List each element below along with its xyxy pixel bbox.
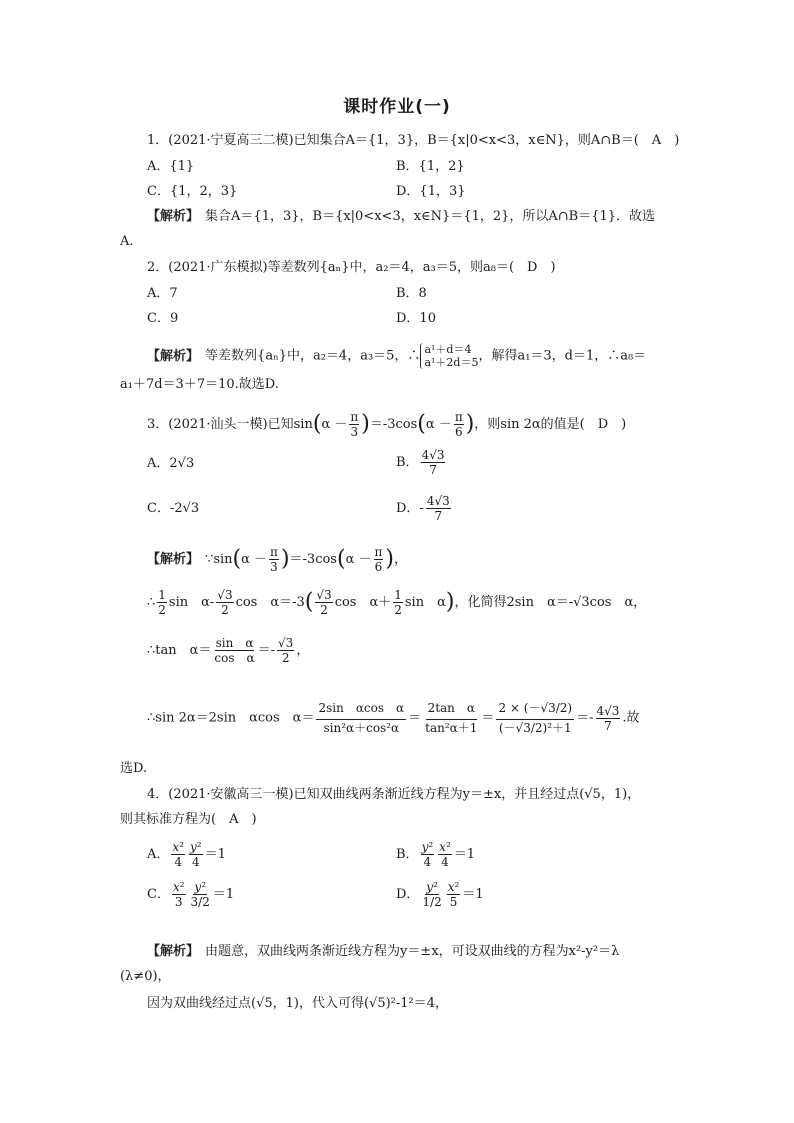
q4-option-b: B． $\frac{\text{y²}}{4}$ $\frac{\text{x²}}{4}$ ＝1 bbox=[396, 840, 476, 869]
q1-option-b: B．{1，2} bbox=[396, 159, 465, 174]
eq-one: ＝1 bbox=[462, 887, 484, 902]
q1-analysis-text: 集合A＝{1，3}，B＝{x|0<x<3，x∈N}＝{1，2}，所以A∩B＝{1}．故选 bbox=[205, 209, 656, 224]
q3-option-a: A．2√3 bbox=[147, 456, 195, 471]
q1-option-c: C．{1，2，3} bbox=[147, 184, 238, 199]
q4-option-c-label: C． bbox=[147, 887, 170, 902]
q3-option-c: C．-2√3 bbox=[147, 501, 200, 516]
system-eq2: a¹＋2d＝5 bbox=[424, 356, 479, 369]
analysis-label: 【 解析 】 bbox=[147, 349, 199, 364]
q3-stem: 3．(2021·汕头一模)已知sin(α － $\frac{\pi}{3}$ )＝-3cos(α － $\frac{\pi}{6}$ )，则sin 2α的值是( D ) bbox=[147, 410, 627, 439]
q3-option-b-label: B． bbox=[396, 455, 419, 470]
q3-option-d-label: D．- bbox=[396, 501, 424, 516]
q3-line4-post: .故 bbox=[622, 710, 640, 726]
q1-stem: 1．(2021·宁夏高三二模)已知集合A＝{1，3}，B＝{x|0<x<3，x∈N}，则A∩B＝( A ) bbox=[147, 133, 680, 148]
eq-one: ＝1 bbox=[204, 847, 226, 862]
q4-stem: 4．(2021·安徽高三一模)已知双曲线两条渐近线方程为y＝±x，并且经过点(√5，1)， bbox=[147, 787, 641, 802]
q4-analysis-text: 由题意，双曲线两条渐近线方程为y＝±x，可设双曲线的方程为x²-y²＝λ bbox=[205, 944, 620, 959]
q4-option-d-label: D． bbox=[396, 887, 420, 902]
q4-option-c: C． $\frac{\text{x²}}{3}$ $\frac{\text{y²}}{3/2}$ ＝1 bbox=[147, 880, 235, 909]
q3-stem-mid: ＝-3cos bbox=[369, 417, 418, 432]
analysis-label: 【 解析 】 bbox=[147, 944, 199, 959]
q2-analysis-post: ，解得a₁＝3，d＝1，∴a₈＝ bbox=[478, 348, 647, 364]
q4-analysis bbox=[147, 944, 619, 960]
q3-line3: ∴tan α＝ bbox=[147, 643, 212, 658]
q2-analysis bbox=[147, 343, 646, 369]
q3-analysis-line3: ∴tan α＝ $\frac{\text{sin α}}{\text{cos α}}$ ＝- $\frac{√3}{2}$ ， bbox=[147, 636, 310, 665]
q4-option-b-label: B． bbox=[396, 847, 419, 862]
q3-analysis-line4: ∴sin 2α＝2sin αcos α＝ $\frac{\text{2sin αcos α}}{\text{sin²α＋cos²α}}$ ＝ $\frac{\text{2tan α}}{\text{tan²α＋1}}$ ＝ $\frac{2 \times (-√3/2)}{\text{(－√3/2)²＋1}}$ ＝- $\frac{4√3}{7}$ .故 bbox=[147, 701, 640, 735]
q2-stem: 2．(2021·广东模拟)等差数列{aₙ}中，a₂＝4，a₃＝5，则a₈＝( D ) bbox=[147, 260, 556, 275]
system-eq1: a¹＋d＝4 bbox=[424, 343, 472, 356]
q2-option-a: A．7 bbox=[147, 286, 178, 301]
q4-option-d: D． $\frac{\text{y²}}{1/2}$ $\frac{\text{x²}}{5}$ ＝1 bbox=[396, 880, 484, 909]
q4-analysis-last: 因为双曲线经过点(√5，1)，代入可得(√5)²-1²＝4， bbox=[147, 996, 449, 1011]
q3-analysis-line1: 【 解析 】 ∵sin(α － $\frac{\pi}{3}$ )＝-3cos(α － $\frac{\pi}{6}$ )， bbox=[147, 545, 407, 574]
analysis-label: 【 解析 】 bbox=[147, 552, 199, 567]
q3-line4-pre: ∴sin 2α＝2sin αcos α＝ bbox=[147, 710, 315, 726]
q1-analysis-cont: A. bbox=[120, 234, 134, 249]
q4-option-a-label: A． bbox=[147, 847, 170, 862]
q3-analysis-line2: ∴ $\frac{1}{2}$ sin α- $\frac{√3}{2}$ cos α＝-3( $\frac{√3}{2}$ cos α＋ $\frac{1}{2}$ sin α)，化简得2sin α＝-√3cos α， bbox=[147, 588, 647, 617]
eq-one: ＝1 bbox=[453, 847, 476, 862]
q2-option-d: D．10 bbox=[396, 311, 436, 326]
q2-analysis-cont: a₁＋7d＝3＋7＝10.故选D. bbox=[120, 377, 279, 392]
q1-option-a: A．{1} bbox=[147, 159, 195, 174]
q3-analysis-line5: 选D. bbox=[120, 761, 148, 776]
equation-system bbox=[420, 343, 478, 369]
q3-line2-post: ，化简得2sin α＝-√3cos α， bbox=[454, 595, 647, 610]
q2-option-c: C．9 bbox=[147, 311, 179, 326]
q1-option-d: D．{1，3} bbox=[396, 184, 466, 199]
q3-stem-post: ，则sin 2α的值是( D ) bbox=[474, 417, 627, 432]
q1-analysis bbox=[147, 209, 655, 225]
q4-analysis-cont: (λ≠0)， bbox=[120, 969, 171, 984]
q3-option-d: D．- $\frac{4√3}{7}$ bbox=[396, 494, 450, 523]
q3-stem-pre: 3．(2021·汕头一模)已知sin bbox=[147, 417, 313, 432]
q4-stem2: 则其标准方程为( A ) bbox=[120, 812, 257, 827]
q2-analysis-pre: 等差数列{aₙ}中，a₂＝4，a₃＝5，∴ bbox=[205, 348, 421, 364]
q3-option-b: B． $\frac{4√3}{7}$ bbox=[396, 448, 445, 477]
q2-option-b: B．8 bbox=[396, 286, 427, 301]
eq-one: ＝1 bbox=[212, 887, 235, 902]
analysis-label: 【 解析 】 bbox=[147, 209, 199, 224]
q4-option-a: A． $\frac{\text{x²}}{4}$ $\frac{\text{y²}}{4}$ ＝1 bbox=[147, 840, 226, 869]
page-title: 课时作业(一) bbox=[343, 97, 451, 117]
